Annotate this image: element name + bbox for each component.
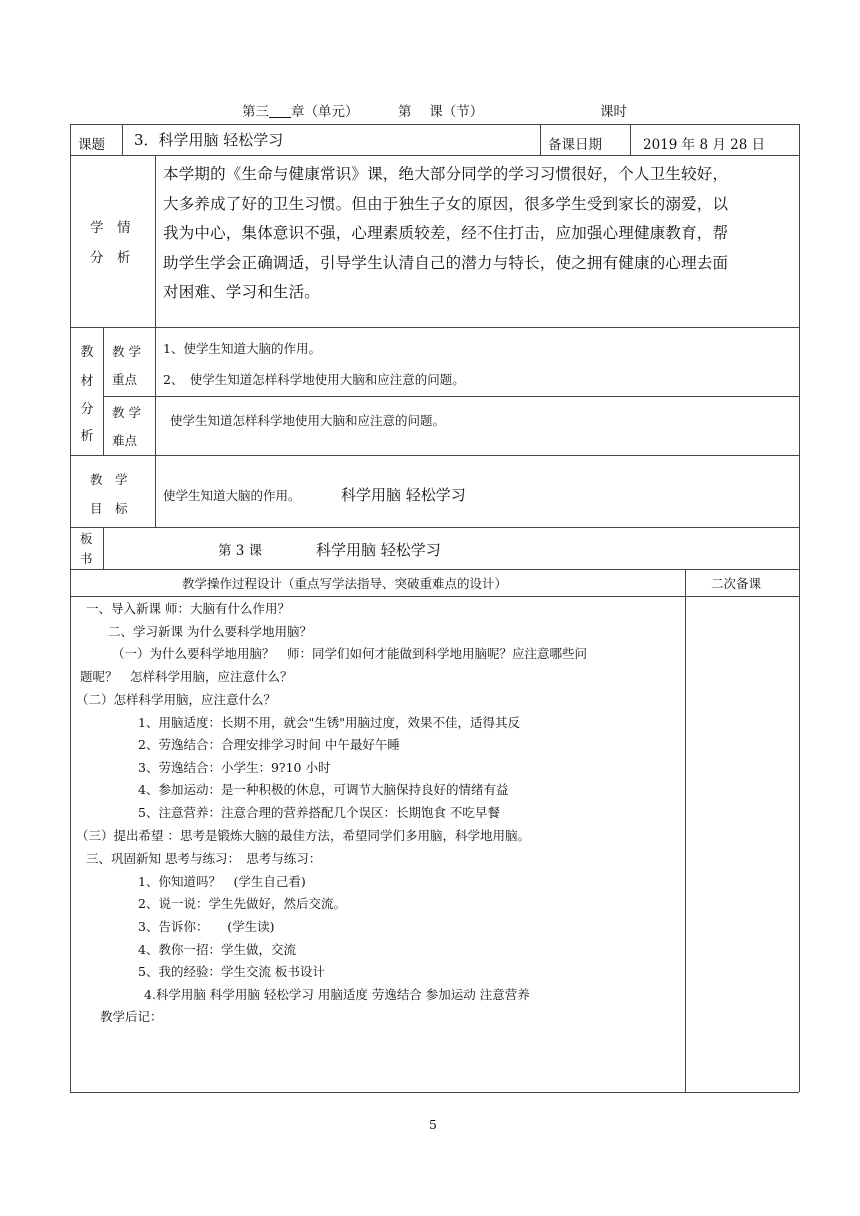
table-border (70, 124, 71, 1092)
process-header: 教学操作过程设计（重点写学法指导、突破重难点的设计） (182, 576, 508, 591)
table-border (70, 124, 799, 125)
table-border (70, 455, 799, 456)
key-points-label-line1: 教 学 (112, 344, 141, 359)
board-title: 科学用脑 轻松学习 (316, 541, 441, 559)
process-line: 三、巩固新知 思考与练习： 思考与练习： (86, 851, 322, 866)
difficult-point: 使学生知道怎样科学地使用大脑和应注意的问题。 (170, 413, 446, 428)
student-analysis-label-line2: 分 析 (90, 250, 131, 266)
board-lesson: 第 3 课 (218, 543, 263, 559)
process-line: 5、注意营养：注意合理的营养搭配几个误区：长期饱食 不吃早餐 (138, 805, 500, 820)
table-border (685, 569, 686, 1092)
student-analysis-text (163, 160, 793, 308)
textbook-analysis-char: 析 (80, 429, 94, 444)
board-label-line2: 书 (80, 551, 93, 566)
table-border (122, 124, 123, 155)
key-point-1: 1、使学生知道大脑的作用。 (163, 341, 321, 356)
table-border (70, 596, 799, 597)
table-border (630, 124, 631, 155)
page-number: 5 (429, 1117, 437, 1132)
key-point-2: 2、 使学生知道怎样科学地使用大脑和应注意的问题。 (163, 372, 465, 387)
analysis-line: 我为中心，集体意识不强，心理素质较差，经不住打击，应加强心理健康教育，帮 (163, 224, 729, 242)
student-analysis-label-line1: 学 情 (90, 220, 131, 236)
lesson-title-label: 课题 (78, 137, 105, 153)
textbook-analysis-char: 分 (80, 402, 94, 417)
process-line: 4.科学用脑 科学用脑 轻松学习 用脑适度 劳逸结合 参加运动 注意营养 (144, 987, 530, 1002)
goal-label-line1: 教 学 (90, 472, 128, 487)
table-border (103, 327, 104, 455)
process-line: 1、你知道吗？ (学生自己看) (138, 874, 306, 889)
textbook-analysis-char: 教 (80, 345, 94, 360)
teaching-reflection-label: 教学后记： (100, 1009, 163, 1024)
table-border (540, 124, 541, 155)
goal-text-small: 使学生知道大脑的作用。 (163, 488, 301, 503)
analysis-line: 对困难、学习和生活。 (163, 283, 321, 301)
process-line: 3、告诉你： (学生读) (138, 919, 275, 934)
table-border (70, 527, 799, 528)
table-border (70, 327, 799, 328)
textbook-analysis-char: 材 (80, 374, 94, 389)
table-border (70, 1092, 799, 1093)
prep-date-value: 2019 年 8 月 28 日 (643, 137, 766, 153)
goal-text-big: 科学用脑 轻松学习 (341, 486, 466, 504)
process-line: （二）怎样科学用脑，应注意什么？ (76, 692, 277, 707)
process-line: 一、导入新课 师：大脑有什么作用？ (86, 601, 290, 616)
prep-date-label: 备课日期 (548, 137, 602, 153)
process-line: 4、参加运动：是一种积极的休息，可调节大脑保持良好的情绪有益 (138, 782, 509, 797)
analysis-line: 本学期的《生命与健康常识》课，绝大部分同学的学习习惯很好，个人卫生较好， (163, 165, 729, 183)
table-border (103, 396, 799, 397)
table-border (70, 569, 799, 570)
key-points-label-line2: 重点 (112, 372, 138, 387)
difficult-points-label-line1: 教 学 (112, 405, 141, 420)
table-border (103, 527, 104, 569)
section-label: 第 课（节） (398, 104, 484, 120)
process-line: 3、劳逸结合：小学生：9?10 小时 (138, 760, 331, 775)
analysis-line: 助学生学会正确调适，引导学生认清自己的潜力与特长，使之拥有健康的心理去面 (163, 253, 729, 272)
process-line: 题呢？ 怎样科学用脑，应注意什么？ (80, 669, 293, 684)
process-line: 5、我的经验：学生交流 板书设计 (138, 964, 325, 979)
process-line: 2、劳逸结合：合理安排学习时间 中午最好午睡 (138, 737, 400, 752)
goal-label-line2: 目 标 (90, 501, 128, 516)
process-line: 4、教你一招：学生做，交流 (138, 942, 296, 957)
process-line: 1、用脑适度：长期不用，就会"生锈"用脑过度，效果不佳，适得其反 (138, 715, 520, 730)
second-prep-header: 二次备课 (711, 576, 762, 591)
board-label-line1: 板 (80, 531, 93, 546)
chapter-label: 第三 章（单元） (242, 104, 359, 120)
process-line: （一）为什么要科学地用脑？ 师：同学们如何才能做到科学地用脑呢？应注意哪些问 (112, 646, 588, 661)
analysis-line: 大多养成了好的卫生习惯。但由于独生子女的原因，很多学生受到家长的溺爱，以 (163, 194, 729, 213)
process-line: 二、学习新课 为什么要科学地用脑？ (108, 624, 312, 639)
process-line: （三）提出希望 ：思考是锻炼大脑的最佳方法，希望同学们多用脑，科学地用脑。 (76, 828, 530, 843)
table-border (70, 155, 799, 156)
process-line: 2、说一说：学生先做好，然后交流。 (138, 896, 346, 911)
difficult-points-label-line2: 难点 (112, 433, 138, 448)
period-label: 课时 (600, 104, 627, 120)
table-border (799, 124, 800, 1092)
lesson-title-value: 3．科学用脑 轻松学习 (134, 131, 284, 149)
table-border (155, 155, 156, 527)
